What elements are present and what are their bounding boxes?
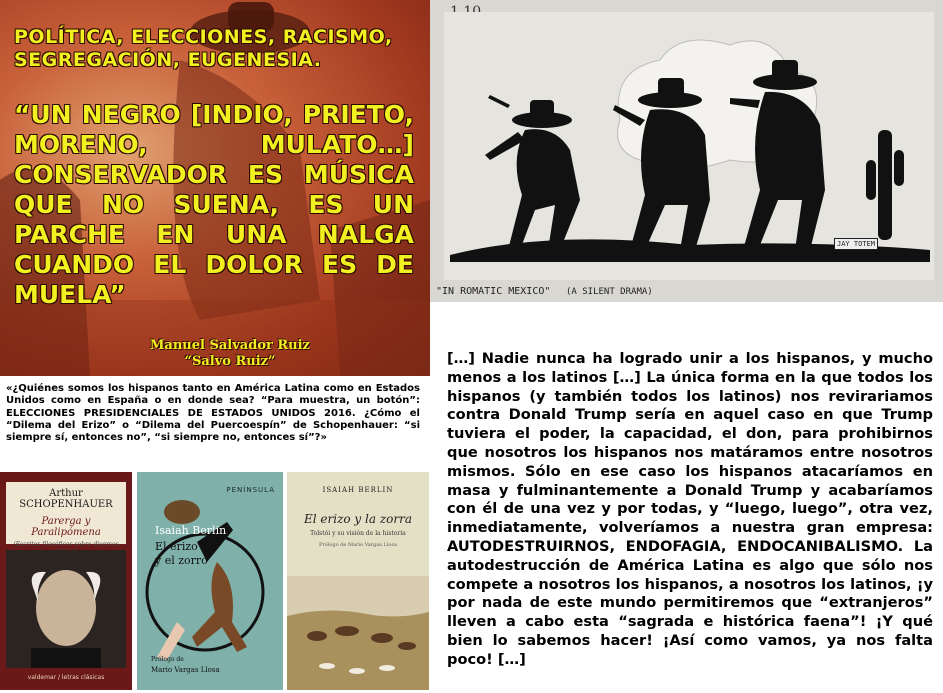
book1-subtitle: (Escritos filosóficos sobre diversos xyxy=(13,541,119,548)
poster-quote: “UN NEGRO [INDIO, PRIETO, MORENO, MULATO…] CONSERVADOR ES MÚSICA QUE NO SUENA, ES UN PARCHE EN UNA NALGA CUANDO EL DOLOR ES DE MUELA” xyxy=(14,100,414,309)
book2-publisher: PENÍNSULA xyxy=(226,486,275,494)
book3-author: ISAIAH BERLIN xyxy=(322,486,394,494)
book3-title: El erizo y la zorra xyxy=(303,512,413,526)
hunting-scene-illustration xyxy=(287,576,429,690)
book1-label xyxy=(6,482,126,548)
question-caption: «¿Quiénes somos los hispanos tanto en América Latina como en Estados Unidos como en España o en donde sea? “Para muestra, un botón”: ELECCIONES PRESIDENCIALES DE ESTADOS UNIDOS 2016. ¿Cómo el “Dilema del Erizo” o “Dilema del Puercoespín” de Schopenhauer: “si siempre sí, entonces no”, “si siempre no, entonces sí”?» xyxy=(6,383,420,444)
poster-quote-image xyxy=(0,0,430,376)
essay-paragraph: […] Nadie nunca ha logrado unir a los hispanos, y mucho menos a los latinos […] La única forma en la que todos los hispanos (y también todos los latinos) nos revirariamos contra Donald Trump sería en aquel caso en que Trump tuviera el poder, la capacidad, el don, para prohibirnos que nosotros los hispanos nos matáramos entre nosotros mismos. Sólo en ese caso los hispanos atacaríamos en masa y fulminantemente a Donald Trump y acabaríamos con él de una vez y por todas, y “luego, luego”, otra vez, inmediatamente, volveríamos a nuestra gran empresa: AUTODESTRUIRNOS, ENDOFAGIA, ENDOCANIBALISMO. La autodestrucción de América Latina es algo que sólo nos compete a nosotros los hispanos, a nosotros los latinos, ¡y por nada de este mundo permitiremos que “extranjeros” lleven a cabo esta “sagrada e histórica faena”! ¡Y qué bien lo sabemos hacer! ¡Así como vamos, ya nos falta poco! […] xyxy=(447,350,933,668)
book2-title-2: y el zorro xyxy=(155,554,208,567)
cartoon-drawing xyxy=(430,0,943,302)
book-cover-schopenhauer xyxy=(0,472,132,690)
book2-prologue-1: Prólogo de xyxy=(151,656,184,663)
poster-topic: POLÍTICA, ELECCIONES, RACISMO, SEGREGACIÓN, EUGENESIA. xyxy=(14,26,393,71)
poster-author xyxy=(100,338,360,370)
book1-author: Arthur SCHOPENHAUER xyxy=(19,488,113,510)
cartoon-subcaption: (A SILENT DRAMA) xyxy=(566,287,653,297)
book2-prologue-2: Mario Vargas Llosa xyxy=(151,666,220,674)
book2-title-1: El erizo xyxy=(155,540,198,553)
poster-author-name: Manuel Salvador Ruiz xyxy=(150,338,310,353)
book-cover-berlin-zorra xyxy=(287,472,429,690)
cartoon-caption: "IN ROMATIC MEXICO" xyxy=(436,286,551,297)
book1-title: Parerga y Paralipómena xyxy=(31,516,101,538)
cartoon-signature: JAY TOTEM xyxy=(834,238,878,250)
poster-author-nickname: “Salvo Ruiz” xyxy=(184,354,276,369)
book3-prologue: Prólogo de Mario Vargas Llosa xyxy=(319,542,397,548)
schopenhauer-portrait xyxy=(6,550,126,668)
book3-subtitle: Tolstói y su visión de la historia xyxy=(310,530,406,537)
book-cover-berlin-peninsula xyxy=(137,472,283,690)
silhouette-cartoon xyxy=(430,0,943,302)
book1-publisher: valdemar / letras clásicas xyxy=(27,674,105,681)
book2-author: Isaiah Berlin xyxy=(155,524,227,537)
